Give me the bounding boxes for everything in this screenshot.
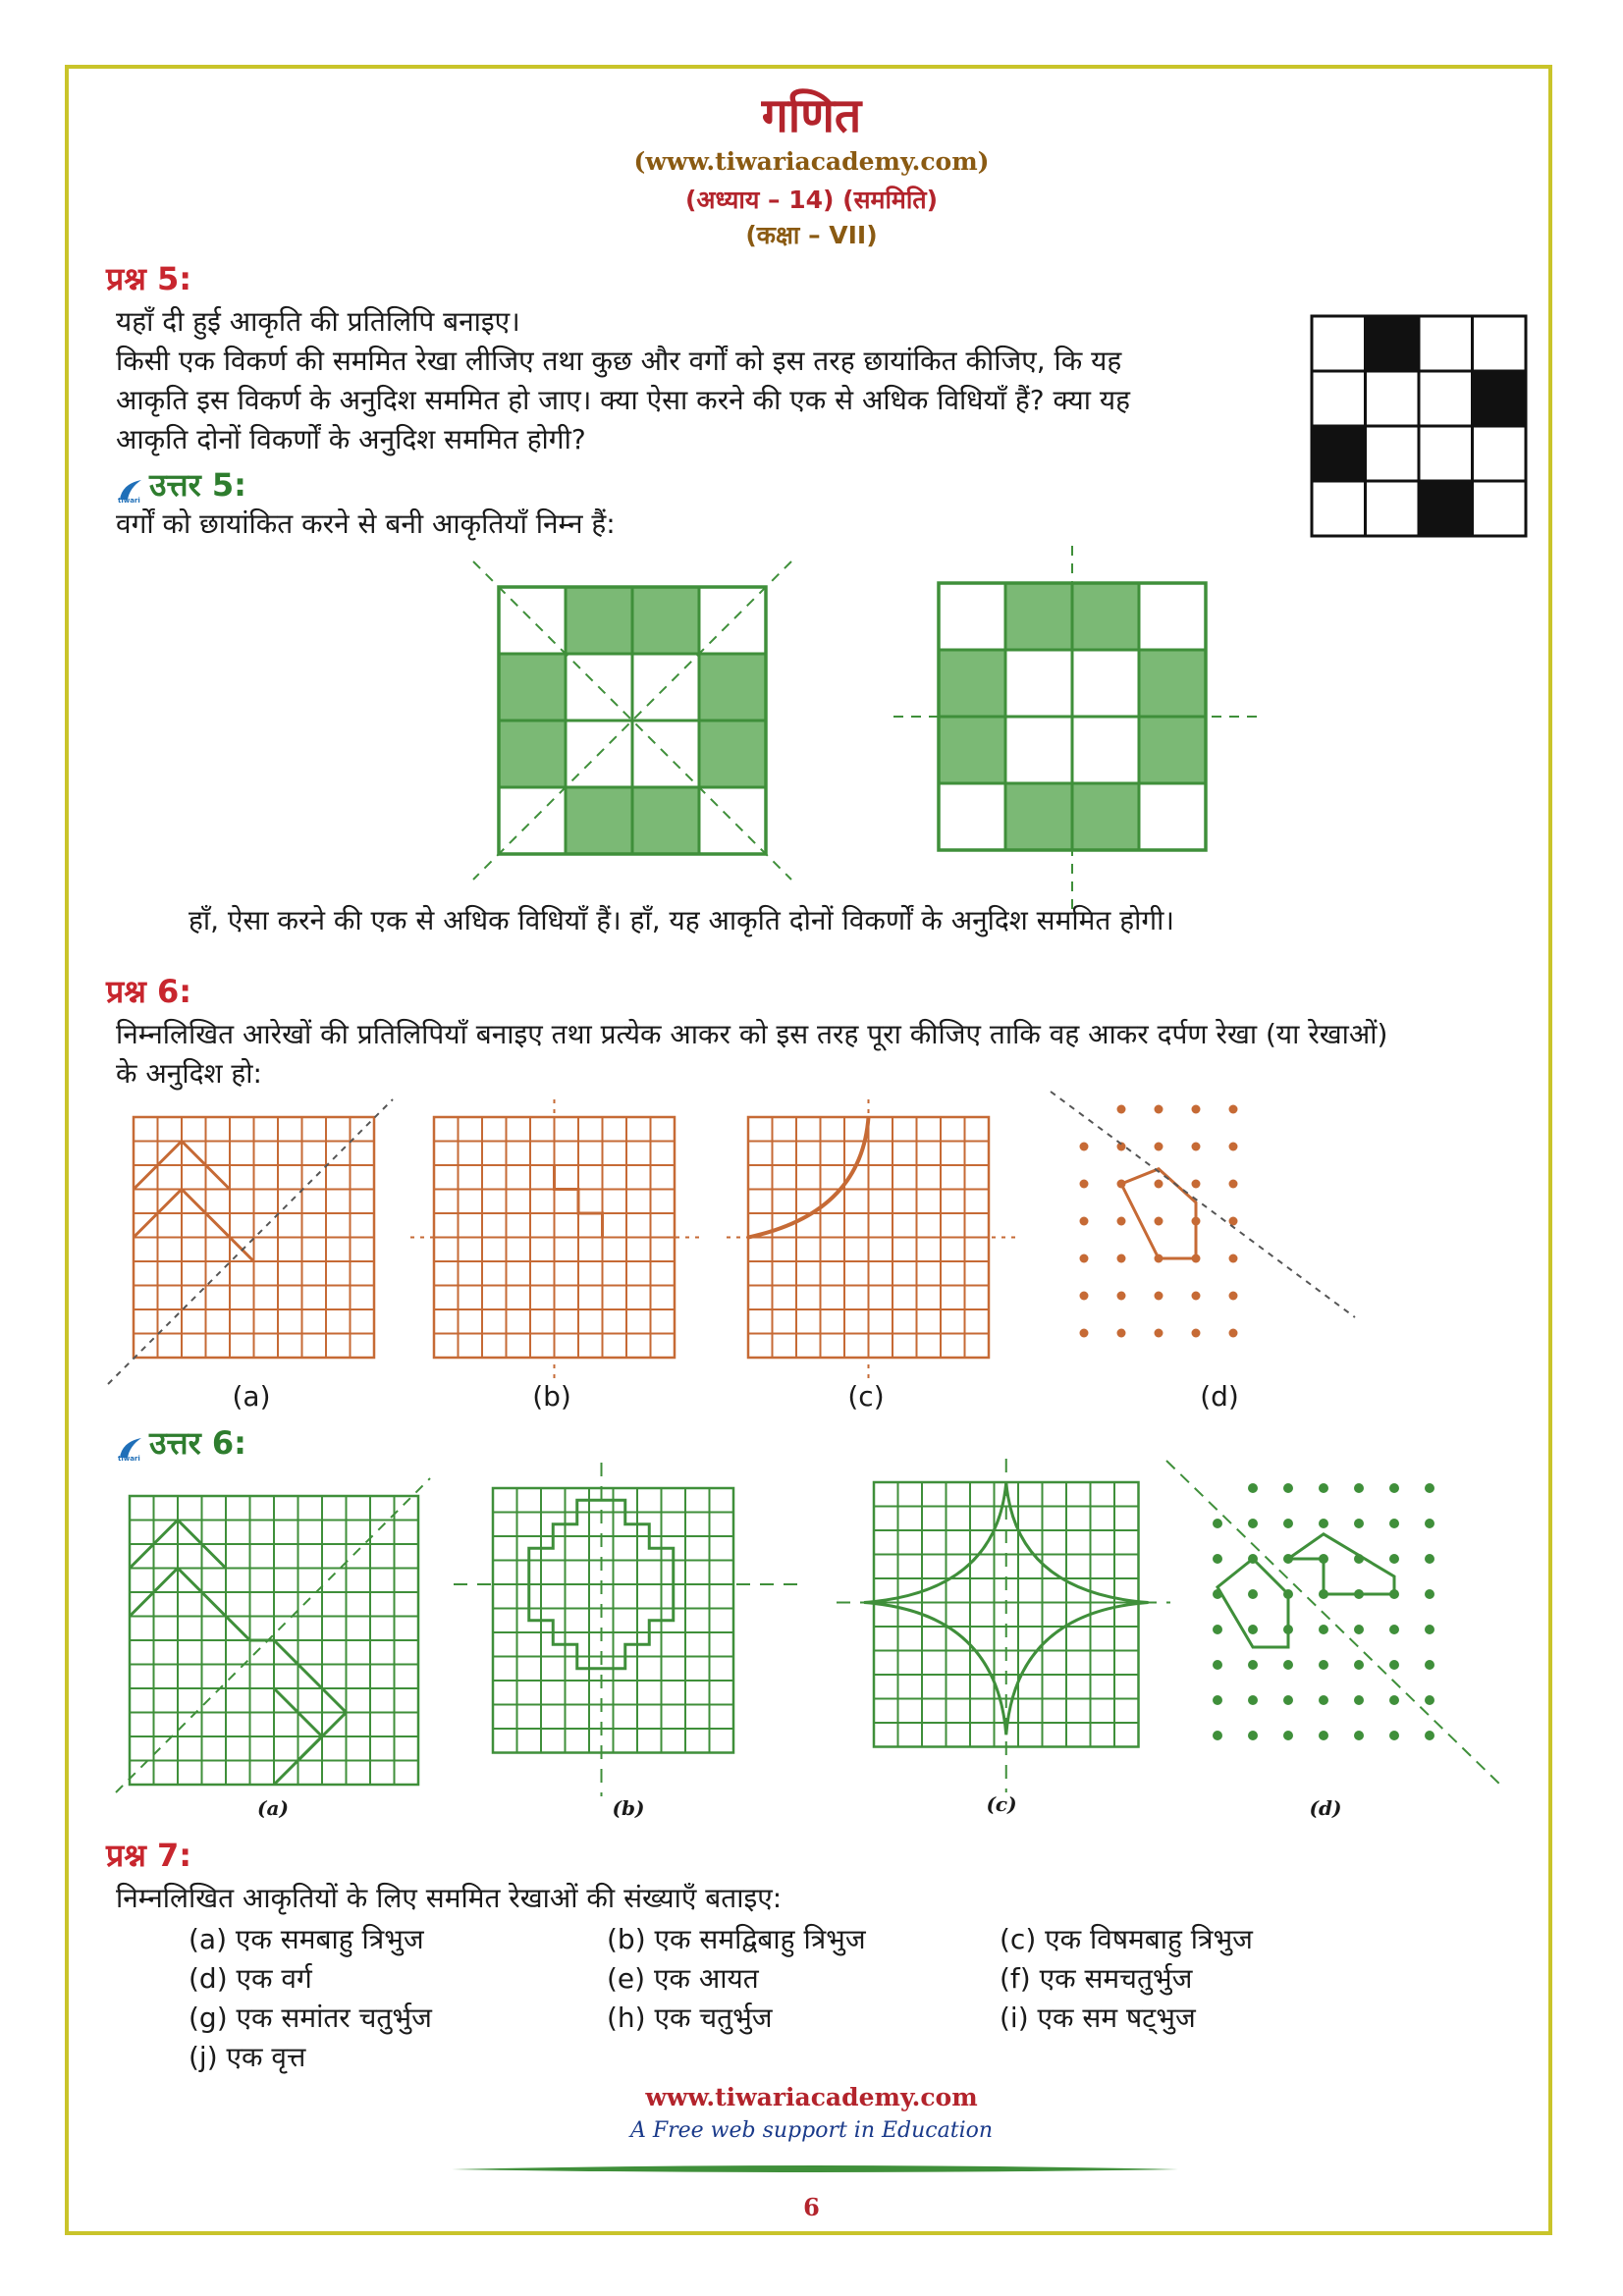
shaded-square (699, 654, 766, 721)
dot (1117, 1217, 1126, 1226)
a5-intro: वर्गों को छायांकित करने से बनी आकृतियाँ निम्न हैं: (116, 507, 616, 540)
dot (1248, 1589, 1258, 1599)
dot (1155, 1143, 1163, 1151)
a6-figure-b (454, 1463, 807, 1796)
answer-6-heading (116, 1421, 246, 1464)
tiwari-logo-icon (116, 474, 143, 505)
dot (1319, 1695, 1328, 1705)
dot (1192, 1292, 1201, 1301)
dot (1155, 1180, 1163, 1189)
dot (1389, 1660, 1399, 1670)
shaded-square (632, 587, 699, 654)
q5-line-1: यहाँ दी हुई आकृति की प्रतिलिपि बनाइए। (116, 305, 520, 338)
dot (1117, 1105, 1126, 1114)
dot (1283, 1519, 1293, 1528)
shaded-square (1139, 717, 1206, 783)
q6-caption-a: (a) (232, 1380, 271, 1413)
pentagon-shape (1288, 1534, 1394, 1594)
dot (1283, 1695, 1293, 1705)
dot (1283, 1731, 1293, 1740)
a5-conclusion: हाँ, ऐसा करने की एक से अधिक विधियाँ हैं। हाँ, यह आकृति दोनों विकर्णों के अनुदिश सममित होगी। (189, 904, 1174, 936)
dot (1319, 1483, 1328, 1493)
q6-figure-c (727, 1099, 1021, 1384)
dot (1229, 1329, 1238, 1338)
dot (1213, 1625, 1222, 1634)
dot (1080, 1217, 1089, 1226)
q7-option-h: (h) एक चतुर्भुज (607, 2002, 773, 2034)
dot (1354, 1483, 1364, 1493)
answer-5-heading (116, 463, 246, 506)
q6-caption-b: (b) (532, 1380, 571, 1413)
dot (1229, 1105, 1238, 1114)
shape-outline (134, 1190, 254, 1262)
shaded-square (566, 587, 632, 654)
dot (1155, 1292, 1163, 1301)
q7-option-d: (d) एक वर्ग (189, 1962, 312, 1995)
page-title: गणित (761, 88, 862, 143)
curve-outline (748, 1117, 869, 1238)
question-5-heading: प्रश्न 5: (106, 260, 192, 297)
svg-text:tiwari: tiwari (118, 1455, 140, 1463)
dot (1425, 1483, 1434, 1493)
dot (1354, 1519, 1364, 1528)
footer-url[interactable]: www.tiwariacademy.com (645, 2083, 978, 2111)
dot (1319, 1660, 1328, 1670)
a5-axes-figure (893, 546, 1257, 909)
q5-grid-figure (1312, 316, 1528, 538)
q5-line-3: आकृति इस विकर्ण के अनुदिश सममित हो जाए। क्या ऐसा करने की एक से अधिक विधियाँ हैं? क्या यह (116, 384, 1131, 416)
q5-line-2: किसी एक विकर्ण की सममित रेखा लीजिए तथा कुछ और वर्गों को इस तरह छायांकित कीजिए, कि यह (116, 345, 1122, 377)
shaded-square (1005, 583, 1072, 650)
dot (1229, 1292, 1238, 1301)
dot (1425, 1519, 1434, 1528)
shaded-square (939, 717, 1005, 783)
dot (1248, 1483, 1258, 1493)
q7-option-a: (a) एक समबाहु त्रिभुज (189, 1923, 424, 1955)
dot (1213, 1695, 1222, 1705)
a6-caption-d: (d) (1309, 1796, 1342, 1820)
a6-caption-a: (a) (257, 1796, 289, 1820)
q7-option-j: (j) एक वृत्त (189, 2041, 306, 2073)
dot (1155, 1105, 1163, 1114)
chapter-label: (अध्याय – 14) (सममिति) (684, 186, 939, 214)
q6-line-2: के अनुदिश हो: (116, 1057, 262, 1090)
a6-caption-b: (b) (612, 1796, 645, 1820)
dot (1319, 1731, 1328, 1740)
footer-tagline: A Free web support in Education (629, 2118, 994, 2143)
dot (1192, 1105, 1201, 1114)
a5-diagonal-figure (473, 561, 807, 895)
dot (1213, 1519, 1222, 1528)
dot (1117, 1255, 1126, 1263)
dot (1248, 1519, 1258, 1528)
dot (1213, 1660, 1222, 1670)
dot (1425, 1554, 1434, 1564)
dot (1389, 1554, 1399, 1564)
dot (1319, 1519, 1328, 1528)
dot (1155, 1329, 1163, 1338)
a6-figure-d (1166, 1461, 1500, 1794)
footer-divider (452, 2163, 1178, 2175)
shaded-square (699, 721, 766, 787)
shaded-square (1072, 583, 1139, 650)
tiwari-logo-icon (116, 1432, 143, 1463)
dot (1389, 1625, 1399, 1634)
dot (1248, 1695, 1258, 1705)
dot (1248, 1731, 1258, 1740)
dot (1354, 1660, 1364, 1670)
shaded-square (632, 787, 699, 854)
q7-option-e: (e) एक आयत (607, 1962, 759, 1995)
answer-6-label: उत्तर 6: (149, 1424, 246, 1462)
a6-figure-c (837, 1459, 1170, 1792)
dot (1192, 1143, 1201, 1151)
dot (1389, 1695, 1399, 1705)
q5-line-4: आकृति दोनों विकर्णों के अनुदिश सममित होगी? (116, 423, 586, 455)
a6-caption-c: (c) (986, 1792, 1017, 1816)
dot (1354, 1695, 1364, 1705)
header-url[interactable]: (www.tiwariacademy.com) (633, 147, 990, 176)
q6-line-1: निम्नलिखित आरेखों की प्रतिलिपियाँ बनाइए तथा प्रत्येक आकर को इस तरह पूरा कीजिए ताकि वह आकर दर्पण रेखा (या रेखाओं) (116, 1018, 1388, 1050)
dot (1080, 1255, 1089, 1263)
dot (1354, 1625, 1364, 1634)
dot (1229, 1180, 1238, 1189)
shaded-square (499, 654, 566, 721)
answer-5-label: उत्तर 5: (149, 466, 246, 504)
dot (1080, 1329, 1089, 1338)
q6-figure-b (410, 1099, 705, 1384)
shaded-square (1139, 650, 1206, 717)
q7-option-c: (c) एक विषमबाहु त्रिभुज (1000, 1923, 1253, 1955)
dot (1192, 1329, 1201, 1338)
dot (1117, 1292, 1126, 1301)
q7-intro: निम्नलिखित आकृतियों के लिए सममित रेखाओं की संख्याएँ बताइए: (116, 1882, 783, 1914)
dot (1229, 1143, 1238, 1151)
shaded-square (939, 650, 1005, 717)
dot (1248, 1625, 1258, 1634)
svg-text:tiwari: tiwari (118, 497, 140, 505)
dot (1155, 1217, 1163, 1226)
dot (1229, 1255, 1238, 1263)
dot (1425, 1660, 1434, 1670)
dot (1425, 1625, 1434, 1634)
dot (1229, 1217, 1238, 1226)
dot (1283, 1660, 1293, 1670)
shaded-square (566, 787, 632, 854)
dot (1080, 1143, 1089, 1151)
dot (1389, 1483, 1399, 1493)
dot (1389, 1519, 1399, 1528)
dot (1192, 1180, 1201, 1189)
dot (1389, 1731, 1399, 1740)
q7-option-f: (f) एक समचतुर्भुज (1000, 1962, 1193, 1995)
dot (1319, 1625, 1328, 1634)
dot (1080, 1292, 1089, 1301)
class-label: (कक्षा – VII) (745, 221, 878, 249)
mirror-line (1051, 1092, 1355, 1317)
question-6-heading: प्रश्न 6: (106, 973, 192, 1010)
dot (1117, 1329, 1126, 1338)
shaded-square (499, 721, 566, 787)
q6-caption-c: (c) (847, 1380, 885, 1413)
dot (1248, 1660, 1258, 1670)
a6-figure-a (116, 1478, 430, 1792)
q7-option-g: (g) एक समांतर चतुर्भुज (189, 2002, 432, 2034)
shaded-square (1072, 783, 1139, 850)
dot (1213, 1554, 1222, 1564)
dot (1354, 1731, 1364, 1740)
q6-figure-a (108, 1099, 403, 1384)
shaded-square (1005, 783, 1072, 850)
page-number: 6 (803, 2193, 820, 2221)
q6-caption-d: (d) (1200, 1380, 1239, 1413)
question-7-heading: प्रश्न 7: (106, 1837, 192, 1874)
dot (1425, 1695, 1434, 1705)
q6-figure-d (1041, 1092, 1365, 1386)
dot (1425, 1731, 1434, 1740)
dot (1283, 1483, 1293, 1493)
dot (1213, 1731, 1222, 1740)
q7-option-i: (i) एक सम षट्भुज (1000, 2002, 1196, 2034)
q7-option-b: (b) एक समद्विबाहु त्रिभुज (607, 1923, 866, 1955)
dot (1425, 1589, 1434, 1599)
dot (1080, 1180, 1089, 1189)
